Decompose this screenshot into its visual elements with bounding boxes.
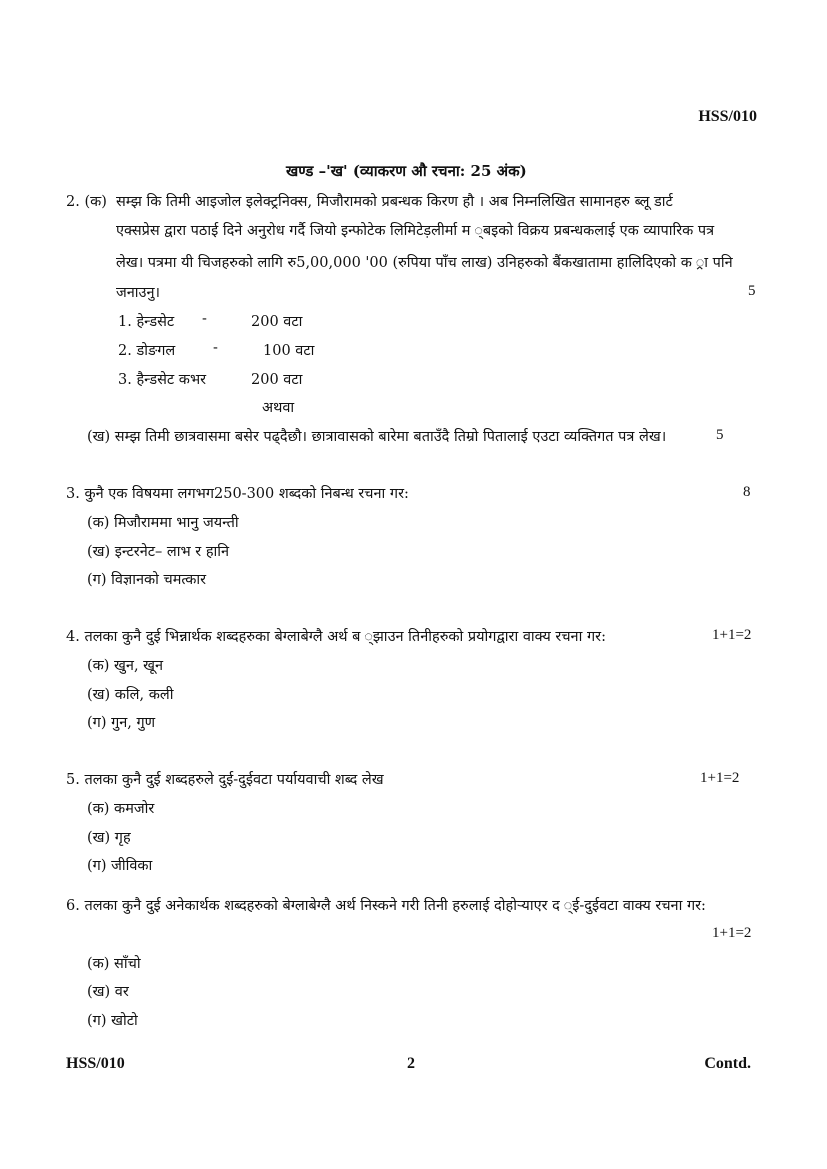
q4-option-a: (क) खुन, खून <box>87 658 164 674</box>
q2-number: 2. (क) <box>66 194 107 210</box>
q6-option-b: (ख) वर <box>87 984 129 1000</box>
q2-item-1-dash: - <box>202 311 207 327</box>
page-number: 2 <box>407 1055 415 1072</box>
q4-option-b: (ख) कलि, कली <box>87 687 174 703</box>
q4-marks: 1+1=2 <box>712 627 752 643</box>
q2-item-3-qty: 200 वटा <box>251 372 303 388</box>
q3-option-a: (क) मिजौराममा भानु जयन्ती <box>87 515 239 531</box>
q2-item-3-label: 3. हैन्डसेट कभर <box>118 372 207 388</box>
continued-label: Contd. <box>704 1055 751 1072</box>
q2-line-1: सम्झ कि तिमी आइजोल इलेक्ट्रनिक्स, मिजौरामको प्रबन्धक किरण हौ । अब निम्नलिखित सामानहरु ब्लू डार्ट <box>116 194 673 210</box>
q2-line-4: जनाउनु। <box>116 285 161 301</box>
q2-marks: 5 <box>748 283 756 299</box>
q5-option-c: (ग) जीविका <box>87 858 153 874</box>
q2-alt: (ख) सम्झ तिमी छात्रवासमा बसेर पढ्दैछौ। छात्रावासको बारेमा बताउँदै तिम्रो पितालाई एउटा व्यक्तिगत पत्र लेख। <box>87 429 667 445</box>
q2-item-1-qty: 200 वटा <box>251 314 303 330</box>
q2-line-2: एक्सप्रेस द्वारा पठाई दिने अनुरोध गर्दै जियो इन्फोटेक लिमिटेड़लीर्मा म ्बइको विक्रय प्रबन्धकलाई एक व्यापारिक पत्र <box>116 223 715 239</box>
q2-item-1-label: 1. हेन्डसेट <box>118 314 175 330</box>
q6-option-c: (ग) खोटो <box>87 1013 138 1029</box>
q6-text: 6. तलका कुनै दुई अनेकार्थक शब्दहरुको बेग्लाबेग्लै अर्थ निस्कने गरी तिनी हरुलाई दोहोऱ्याएर द ्ई-दुईवटा वाक्य रचना गर: <box>66 898 706 914</box>
q4-text: 4. तलका कुनै दुई भिन्नार्थक शब्दहरुका बेग्लाबेग्लै अर्थ ब ्झाउन तिनीहरुको प्रयोगद्वारा वाक्य रचना गर: <box>66 629 606 645</box>
q6-marks: 1+1=2 <box>712 925 752 941</box>
q3-option-c: (ग) विज्ञानको चमत्कार <box>87 572 207 588</box>
q5-marks: 1+1=2 <box>700 770 740 786</box>
footer-code: HSS/010 <box>66 1055 125 1072</box>
q2-or: अथवा <box>262 400 295 416</box>
q5-text: 5. तलका कुनै दुई शब्दहरुले दुई-दुईवटा पर्यायवाची शब्द लेख <box>66 772 384 788</box>
q2-item-2-dash: - <box>213 340 218 356</box>
q5-option-a: (क) कमजोर <box>87 801 155 817</box>
q5-option-b: (ख) गृह <box>87 830 131 846</box>
q6-option-a: (क) साँचो <box>87 956 141 972</box>
q2-alt-marks: 5 <box>716 427 724 443</box>
q3-option-b: (ख) इन्टरनेट– लाभ र हानि <box>87 544 230 560</box>
section-title: खण्ड –'ख' (व्याकरण औ रचना: 25 अंक) <box>286 162 527 180</box>
q3-marks: 8 <box>743 484 751 500</box>
header-code: HSS/010 <box>698 108 757 125</box>
q4-option-c: (ग) गुन, गुण <box>87 715 156 731</box>
q2-line-3: लेख। पत्रमा यी चिजहरुको लागि रु5,00,000 '00 (रुपिया पाँच लाख) उनिहरुको बैंकखातामा हालिदिएको क ्रा पनि <box>116 255 733 271</box>
q2-item-2-label: 2. डोङगल <box>118 343 176 359</box>
q3-text: 3. कुनै एक विषयमा लगभग250-300 शब्दको निबन्ध रचना गर: <box>66 486 409 502</box>
q2-item-2-qty: 100 वटा <box>263 343 315 359</box>
